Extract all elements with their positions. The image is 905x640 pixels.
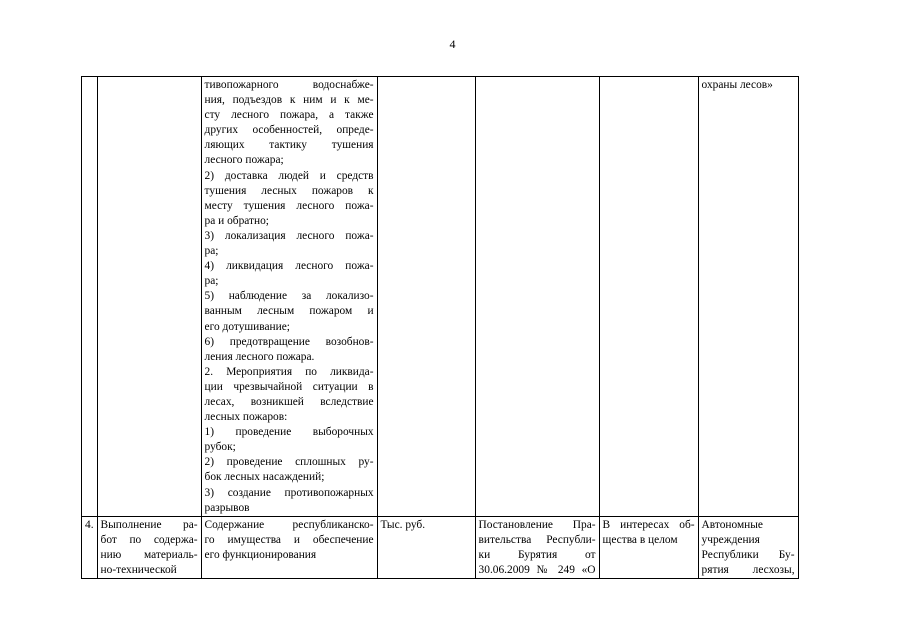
cell-text-line: Автономные	[701, 518, 763, 531]
table-row-4	[82, 516, 799, 578]
cell-text-line: 3) создание противопожарных	[204, 486, 374, 499]
cell-text-line: сту лесного пожара, а также	[204, 109, 374, 122]
cell-text-line: рубок;	[204, 441, 236, 454]
cell-unit	[377, 77, 475, 517]
cell-text-line: лесного пожара;	[204, 154, 284, 167]
cell-text-line: го имущества и обеспечение	[204, 533, 374, 546]
cell-text-line: учреждения	[701, 533, 760, 546]
cell-text-line: 2) проведение сплошных ру-	[204, 456, 374, 469]
cell-number: 4.	[82, 516, 98, 578]
cell-service-name	[97, 516, 201, 578]
cell-text-line: ванным лесным пожаром и	[204, 305, 374, 318]
cell-text-line: щества в целом	[602, 533, 678, 546]
cell-service-content	[201, 77, 377, 517]
cell-text-line: ляющих тактику тушения	[204, 139, 374, 152]
cell-text-line: 30.06.2009 № 249 «О	[478, 564, 596, 576]
cell-text-line: ния, подъездов к ним и к ме-	[204, 94, 374, 107]
cell-text-line: 1) проведение выборочных	[204, 426, 374, 439]
cell-text-line: нию материаль-	[100, 548, 198, 561]
page-number: 4	[449, 37, 456, 51]
cell-text-line: вительства Республи-	[478, 533, 596, 546]
cell-text-line: 2. Мероприятия по ликвида-	[204, 365, 374, 378]
cell-text-line: его функционирования	[204, 548, 317, 561]
cell-text-line: лесных пожаров:	[204, 411, 288, 424]
cell-legal-basis	[475, 516, 599, 578]
cell-text-line: но-технической	[100, 564, 177, 576]
cell-institutions	[698, 77, 798, 517]
cell-text-line: Содержание республиканско-	[204, 518, 374, 531]
cell-text-line: разрывов	[204, 501, 250, 514]
cell-text-line: ления лесного пожара.	[204, 350, 315, 363]
cell-text-line: 5) наблюдение за локализо-	[204, 290, 374, 303]
cell-text-line: тивопожарного водоснабже-	[204, 79, 374, 91]
cell-institutions	[698, 516, 798, 578]
cell-text-line: ра и обратно;	[204, 214, 269, 227]
cell-text-line: лесах, возникшей вследствие	[204, 395, 374, 408]
cell-legal-basis	[475, 77, 599, 517]
cell-service-content	[201, 516, 377, 578]
cell-text-line: ра;	[204, 245, 219, 258]
cell-text-line: ра;	[204, 275, 219, 288]
cell-text-line: Республики Бу-	[701, 548, 795, 561]
services-table	[81, 76, 799, 579]
cell-text-line: его дотушивание;	[204, 320, 290, 333]
cell-text-line: 2) доставка людей и средств	[204, 169, 374, 182]
cell-text-line: рятия лесхозы,	[701, 564, 795, 576]
cell-text-line: бот по содержа-	[100, 533, 198, 546]
cell-text-line: Постановление Пра-	[478, 518, 596, 531]
cell-consumers	[599, 77, 698, 517]
cell-text-line: В интересах об-	[602, 518, 695, 531]
cell-text-line: охраны лесов»	[701, 79, 773, 91]
cell-text-line: 4) ликвидация лесного пожа-	[204, 260, 374, 273]
cell-consumers	[599, 516, 698, 578]
cell-text-line: ки Бурятия от	[478, 548, 596, 561]
cell-text-line: 3) локализация лесного пожа-	[204, 229, 374, 242]
cell-unit: Тыс. руб.	[377, 516, 475, 578]
cell-text-line: 6) предотвращение возобнов-	[204, 335, 374, 348]
cell-text-line: ции чрезвычайной ситуации в	[204, 380, 374, 393]
cell-text-line: Выполнение ра-	[100, 518, 198, 531]
table-row-continued	[82, 77, 799, 517]
cell-text-line: месту тушения лесного пожа-	[204, 199, 374, 212]
cell-text-line: других особенностей, опреде-	[204, 124, 374, 137]
cell-text-line: тушения лесных пожаров к	[204, 184, 374, 197]
cell-service-name	[97, 77, 201, 517]
cell-number	[82, 77, 98, 517]
cell-text-line: бок лесных насаждений;	[204, 471, 325, 484]
